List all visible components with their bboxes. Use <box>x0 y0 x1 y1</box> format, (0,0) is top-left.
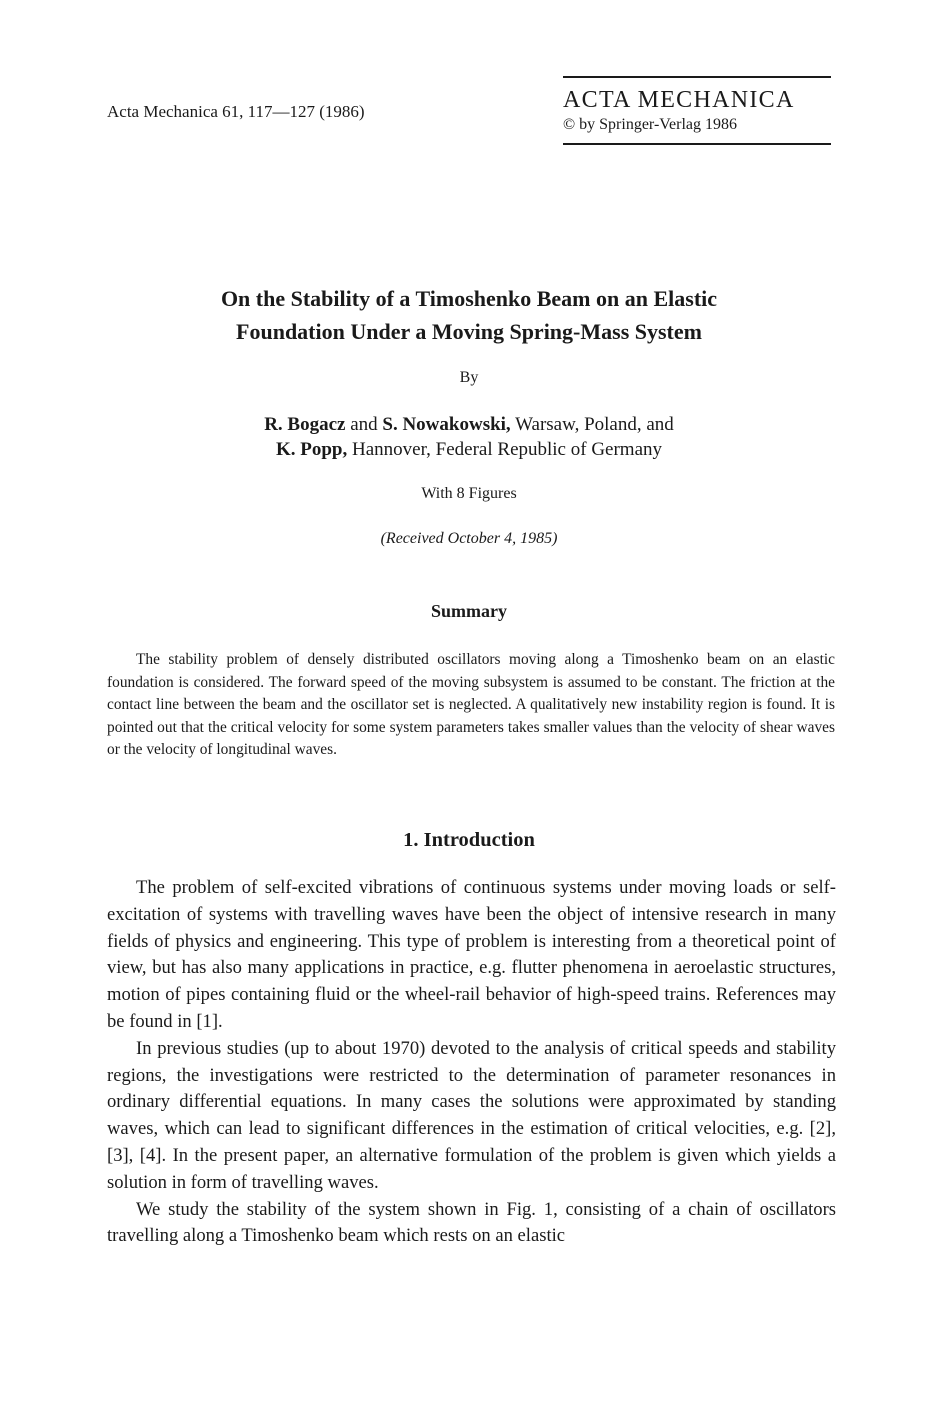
journal-masthead <box>563 76 831 145</box>
summary-heading: Summary <box>431 601 507 621</box>
journal-copyright: © by Springer-Verlag 1986 <box>563 116 738 133</box>
journal-citation: Acta Mechanica 61, 117—127 (1986) <box>107 102 365 121</box>
title-line-1: On the Stability of a Timoshenko Beam on an Elastic <box>220 286 718 311</box>
title-line-2: Foundation Under a Moving Spring-Mass System <box>236 319 702 344</box>
paragraph: The problem of self-excited vibrations of continuous systems under moving loads or self-excitation of systems with travelling waves have been the object of intensive research in many fields of physics and engineering. This type of problem is interesting from a theoretical point of view, but has also many applications in practice, e.g. flutter phenomena in aeroelastic structures, motion of pipes containing fluid or the wheel-rail behavior of high-speed trains. References may be found in [1]. <box>107 877 836 1032</box>
author-bogacz: R. Bogacz <box>264 414 346 435</box>
author-line-1 <box>107 412 831 437</box>
author-line-2 <box>107 437 831 462</box>
affiliation-hannover: Hannover, Federal Republic of Germany <box>347 439 663 460</box>
introduction-heading: 1. Introduction <box>403 829 535 851</box>
author-conjunction: and <box>345 414 383 435</box>
journal-name: ACTA MECHANICA <box>563 87 795 113</box>
paragraph: In previous studies (up to about 1970) devoted to the analysis of critical speeds and stability regions, the investigations were restricted to the determination of parameter resonances in ordinary differential equations. In many cases the solutions were approximated by standing waves, which can lead to significant differences in the estimation of critical velocities, e.g. [2], [3], [4]. In the present paper, an alternative formulation of the problem is given which yields a solution in form of travelling waves. <box>107 1037 836 1193</box>
by-line: By <box>459 369 479 386</box>
figures-note: With 8 Figures <box>421 485 517 502</box>
received-date: (Received October 4, 1985) <box>380 530 558 547</box>
article-title <box>107 282 831 348</box>
introduction-body <box>107 875 836 1250</box>
affiliation-warsaw: Warsaw, Poland, and <box>510 414 674 435</box>
author-block <box>107 412 831 462</box>
author-nowakowski: S. Nowakowski, <box>382 414 511 435</box>
paragraph: We study the stability of the system shown in Fig. 1, consisting of a chain of oscillators travelling along a Timoshenko beam which rests on an elastic <box>107 1198 836 1247</box>
summary-text: The stability problem of densely distributed oscillators moving along a Timoshenko beam on an elastic foundation is considered. The forward speed of the moving subsystem is assumed to be constant. The friction at the contact line between the beam and the oscillator set is neglected. A qualitatively new instability region is found. It is pointed out that the critical velocity for some system parameters takes smaller values than the velocity of shear waves or the velocity of longitudinal waves. <box>107 651 835 758</box>
author-popp: K. Popp, <box>275 439 348 460</box>
